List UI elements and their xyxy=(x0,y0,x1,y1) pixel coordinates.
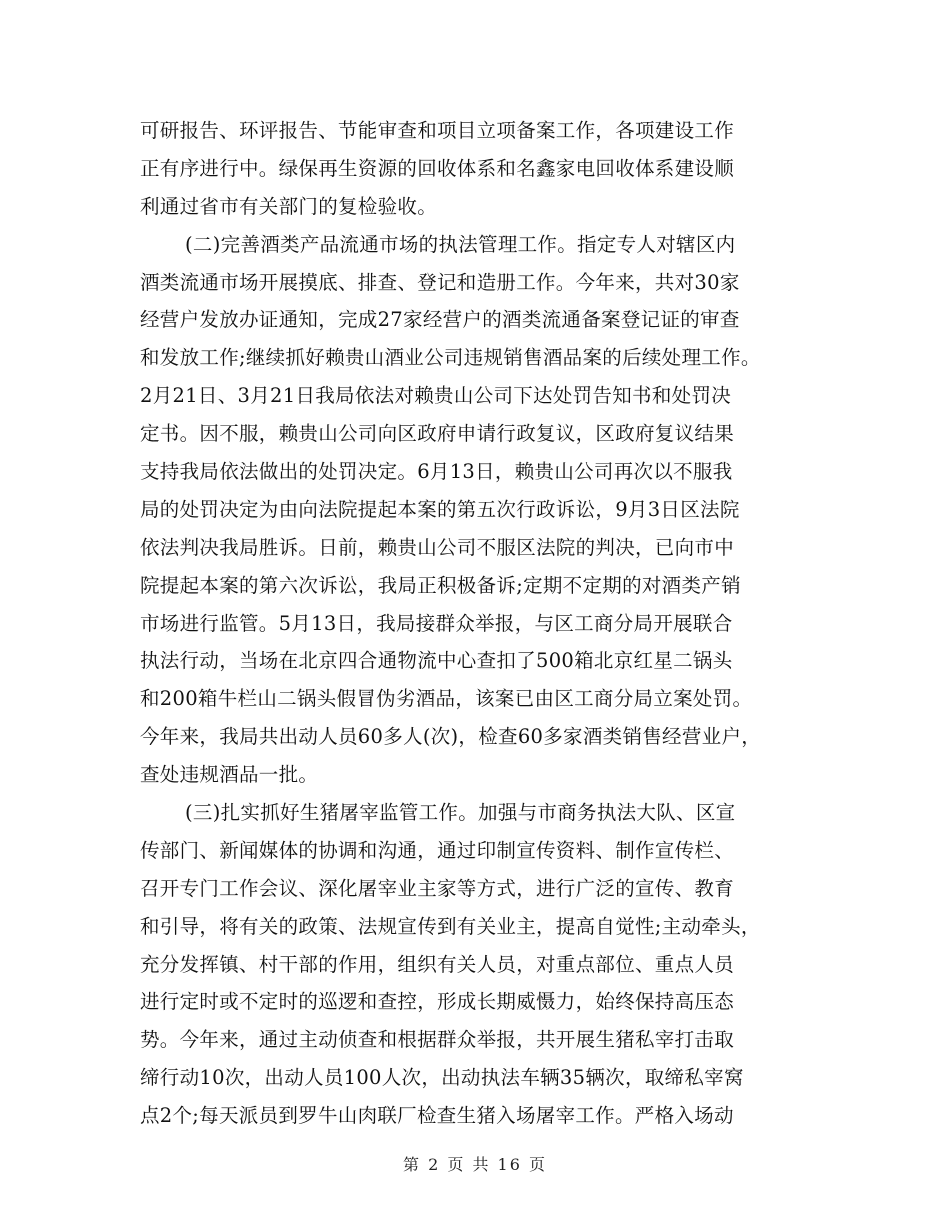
page-footer: 第 2 页 共 16 页 xyxy=(403,1155,547,1174)
text-line: 经营户发放办证通知，完成27家经营户的酒类流通备案登记证的审查 xyxy=(140,308,740,332)
text-line: 支持我局依法做出的处罚决定。6月13日，赖贵山公司再次以不服我 xyxy=(140,460,733,484)
text-line: 和200箱牛栏山二锅头假冒伪劣酒品，该案已由区工商分局立案处罚。 xyxy=(140,687,753,711)
text-line: 今年来，我局共出动人员60多人(次)，检查60多家酒类销售经营业户， xyxy=(140,725,762,749)
text-line: 进行定时或不定时的巡逻和查控，形成长期威慑力，始终保持高压态 xyxy=(140,990,735,1014)
text-line: 传部门、新闻媒体的协调和沟通，通过印制宣传资料、制作宣传栏、 xyxy=(140,838,735,862)
text-line: 市场进行监管。5月13日，我局接群众举报，与区工商分局开展联合 xyxy=(140,611,733,635)
text-line: 缔行动10次，出动人员100人次，出动执法车辆35辆次，取缔私宰窝 xyxy=(140,1066,744,1090)
text-line: 利通过省市有关部门的复检验收。 xyxy=(140,194,438,218)
text-line: (三)扎实抓好生猪屠宰监管工作。加强与市商务执法大队、区宣 xyxy=(185,801,736,825)
text-line: 和发放工作;继续抓好赖贵山酒业公司违规销售酒品案的后续处理工作。 xyxy=(140,346,761,370)
text-line: 势。今年来，通过主动侦查和根据群众举报，共开展生猪私宰打击取 xyxy=(140,1028,735,1052)
text-line: 执法行动，当场在北京四合通物流中心查扣了500箱北京红星二锅头 xyxy=(140,649,733,673)
text-line: 院提起本案的第六次诉讼，我局正积极备诉;定期不定期的对酒类产销 xyxy=(140,573,741,597)
text-line: 局的处罚决定为由向法院提起本案的第五次行政诉讼，9月3日区法院 xyxy=(140,497,740,521)
text-line: 正有序进行中。绿保再生资源的回收体系和名鑫家电回收体系建设顺 xyxy=(140,156,735,180)
text-line: 依法判决我局胜诉。日前，赖贵山公司不服区法院的判决，已向市中 xyxy=(140,535,735,559)
text-line: 召开专门工作会议、深化屠宰业主家等方式，进行广泛的宣传、教育 xyxy=(140,876,735,900)
text-line: 2月21日、3月21日我局依法对赖贵山公司下达处罚告知书和处罚决 xyxy=(140,384,732,408)
text-line: 酒类流通市场开展摸底、排查、登记和造册工作。今年来，共对30家 xyxy=(140,270,740,294)
text-line: 可研报告、环评报告、节能审查和项目立项备案工作，各项建设工作 xyxy=(140,119,735,142)
text-line: (二)完善酒类产品流通市场的执法管理工作。指定专人对辖区内 xyxy=(185,232,736,256)
text-line: 点2个;每天派员到罗牛山肉联厂检查生猪入场屠宰工作。严格入场动 xyxy=(140,1104,734,1128)
text-line: 充分发挥镇、村干部的作用，组织有关人员，对重点部位、重点人员 xyxy=(140,952,735,976)
body-text xyxy=(140,112,830,1135)
text-line: 定书。因不服，赖贵山公司向区政府申请行政复议，区政府复议结果 xyxy=(140,422,735,446)
text-line: 和引导，将有关的政策、法规宣传到有关业主，提高自觉性;主动牵头， xyxy=(140,914,761,938)
text-line: 查处违规酒品一批。 xyxy=(140,763,319,787)
